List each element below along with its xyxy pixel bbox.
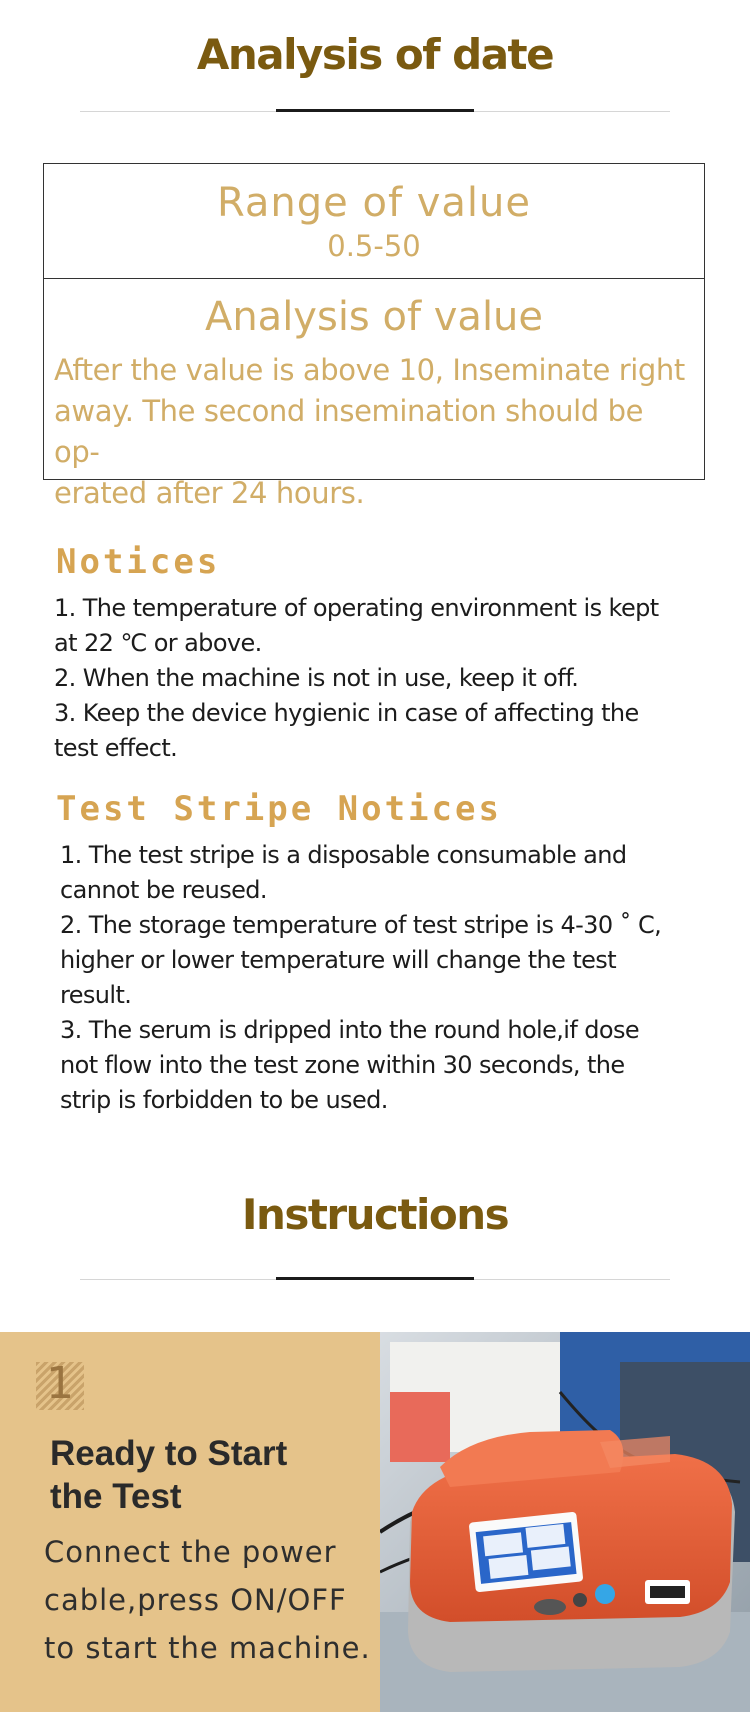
stripe-notices-list [60, 838, 720, 1118]
title-underline [276, 109, 474, 112]
device-photo [380, 1332, 750, 1712]
stripe-notice-line: 1. The test stripe is a disposable consumable and [60, 841, 627, 869]
range-value: 0.5-50 [327, 229, 421, 263]
analysis-title: Analysis of value [204, 294, 544, 340]
analyzer-device-image [380, 1332, 750, 1712]
step-text-line: to start the machine. [44, 1631, 371, 1665]
stripe-notice-line: strip is forbidden to be used. [60, 1086, 388, 1114]
step-text-line: cable,press ON/OFF [44, 1583, 347, 1617]
range-title: Range of value [216, 180, 532, 226]
page-bottom-margin [0, 1712, 750, 1728]
stripe-notice-line: cannot be reused. [60, 876, 267, 904]
stripe-notice-line: result. [60, 981, 132, 1009]
analysis-text [54, 350, 694, 514]
analysis-line: After the value is above 10, Inseminate right [54, 353, 685, 387]
section-title-analysis: Analysis of date [196, 30, 554, 79]
notices-heading: Notices [56, 542, 221, 582]
notice-line: at 22 ℃ or above. [54, 629, 262, 657]
step-title-line: the Test [50, 1477, 182, 1516]
analysis-line: erated after 24 hours. [54, 476, 365, 510]
stripe-notice-line: 2. The storage temperature of test stripe is 4-30 ˚ C, [60, 911, 662, 939]
notice-line: 3. Keep the device hygienic in case of affecting the [54, 699, 639, 727]
step-text-line: Connect the power [44, 1535, 337, 1569]
section-title-instructions: Instructions [241, 1190, 509, 1239]
stripe-notices-heading: Test Stripe Notices [56, 789, 502, 829]
analysis-line: away. The second insemination should be op- [54, 394, 644, 469]
title-underline [276, 1277, 474, 1280]
step-description [44, 1528, 374, 1672]
notice-line: test effect. [54, 734, 178, 762]
value-table-divider [43, 278, 705, 279]
stripe-notice-line: 3. The serum is dripped into the round hole,if dose [60, 1016, 640, 1044]
notice-line: 2. When the machine is not in use, keep it off. [54, 664, 579, 692]
step-title-line: Ready to Start [50, 1434, 288, 1473]
step-number: 1 [46, 1358, 74, 1409]
notice-line: 1. The temperature of operating environment is kept [54, 594, 659, 622]
stripe-notice-line: not flow into the test zone within 30 seconds, the [60, 1051, 625, 1079]
step-title [50, 1432, 370, 1518]
notices-list [54, 591, 714, 766]
stripe-notice-line: higher or lower temperature will change the test [60, 946, 617, 974]
